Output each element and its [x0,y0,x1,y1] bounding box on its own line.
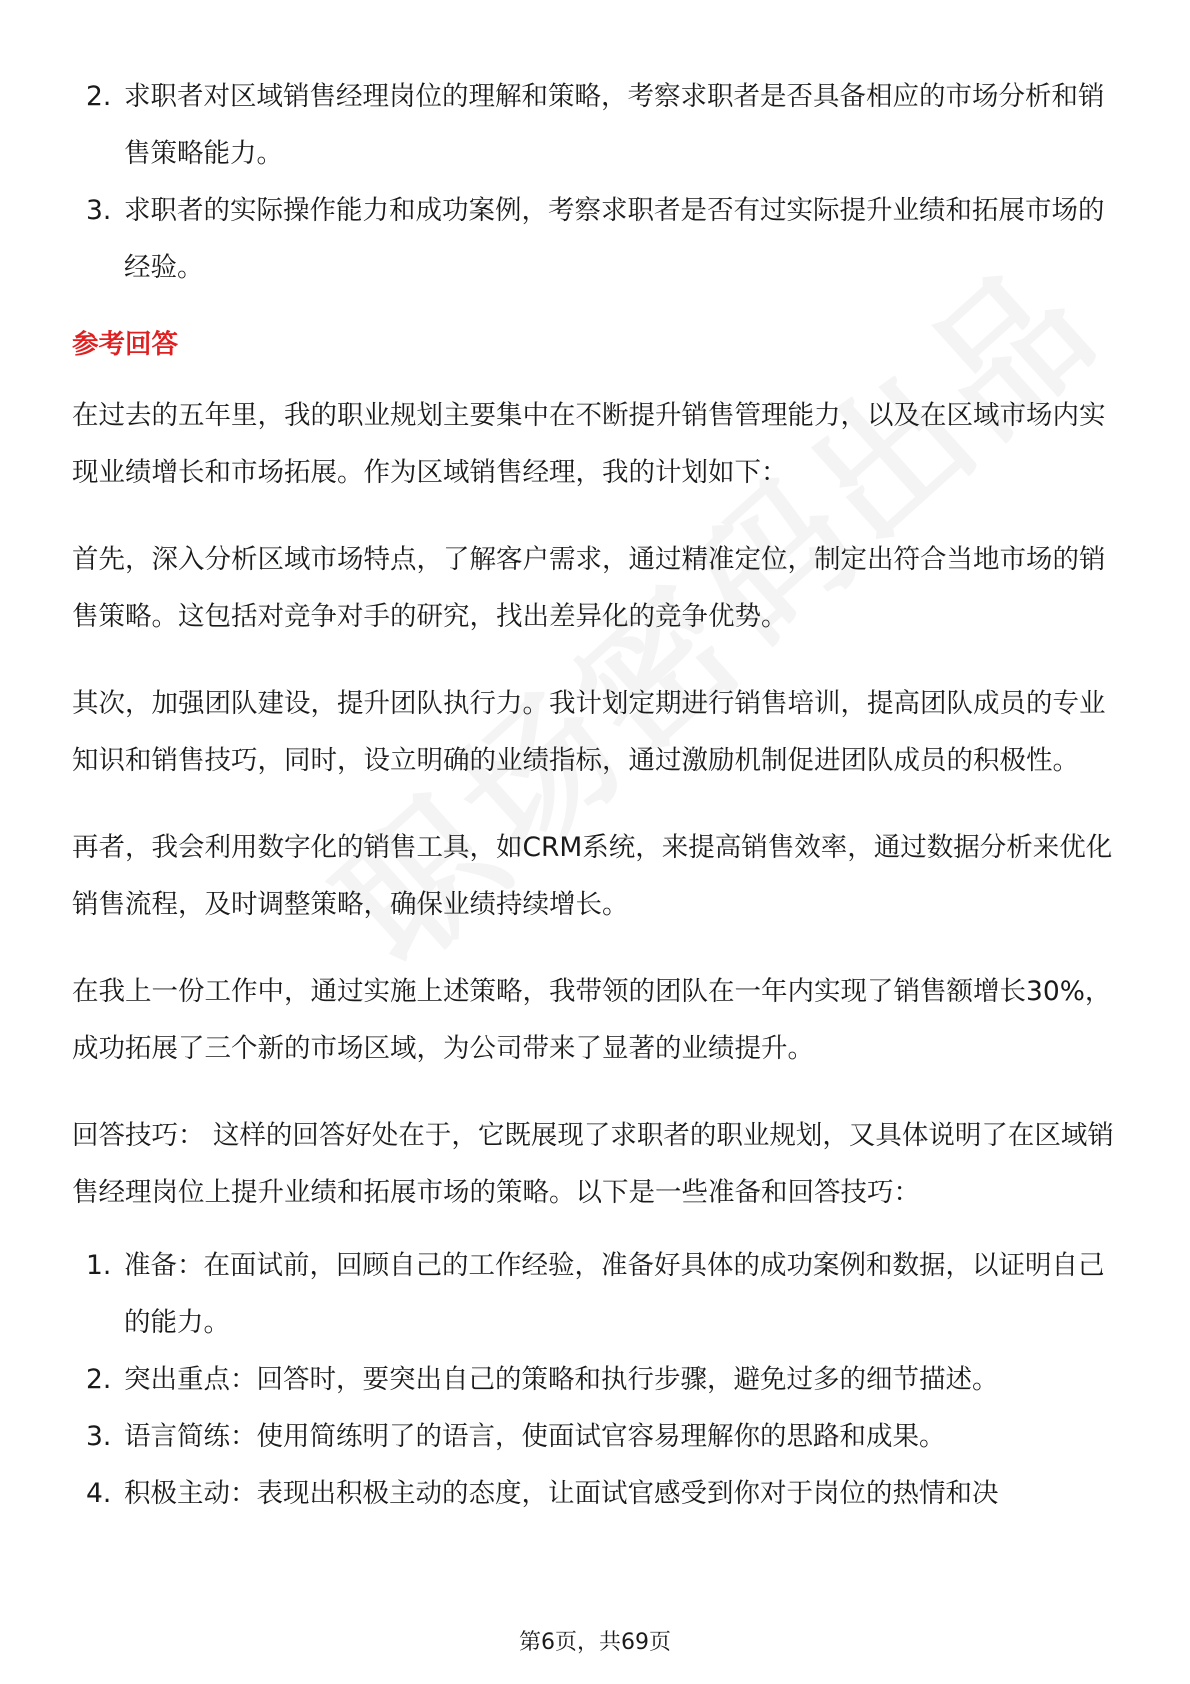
list-item [72,68,1124,182]
question-points-list [72,68,1124,296]
list-item [72,1237,1124,1351]
list-item [72,1351,1124,1408]
list-item-text: 准备：在面试前，回顾自己的工作经验，准备好具体的成功案例和数据，以证明自己的能力。 [124,1250,1105,1338]
tips-intro: 回答技巧： 这样的回答好处在于，它既展现了求职者的职业规划，又具体说明了在区域销售经理岗位上提升业绩和拓展市场的策略。以下是一些准备和回答技巧： [72,1120,1114,1208]
reference-answer-heading: 参考回答 [72,329,178,360]
list-item-number: 3. [86,1421,112,1452]
answer-paragraph: 首先，深入分析区域市场特点，了解客户需求，通过精准定位，制定出符合当地市场的销售策略。这包括对竞争对手的研究，找出差异化的竞争优势。 [72,544,1106,632]
page-content [72,68,1124,1522]
list-item-number: 1. [86,1250,112,1281]
list-item-text: 突出重点：回答时，要突出自己的策略和执行步骤，避免过多的细节描述。 [124,1364,999,1395]
list-item [72,1465,1124,1522]
list-item-text: 求职者对区域销售经理岗位的理解和策略，考察求职者是否具备相应的市场分析和销售策略能力。 [124,81,1105,169]
answer-paragraph: 其次，加强团队建设，提升团队执行力。我计划定期进行销售培训，提高团队成员的专业知识和销售技巧，同时，设立明确的业绩指标，通过激励机制促进团队成员的积极性。 [72,688,1106,776]
list-item-number: 4. [86,1478,112,1509]
list-item-number: 3. [86,195,112,226]
list-item-text: 积极主动：表现出积极主动的态度，让面试官感受到你对于岗位的热情和决 [124,1478,999,1509]
list-item-number: 2. [86,1364,112,1395]
answer-paragraph: 再者，我会利用数字化的销售工具，如CRM系统，来提高销售效率，通过数据分析来优化销售流程，及时调整策略，确保业绩持续增长。 [72,832,1113,920]
answer-paragraph: 在我上一份工作中，通过实施上述策略，我带领的团队在一年内实现了销售额增长30%，成功拓展了三个新的市场区域，为公司带来了显著的业绩提升。 [72,976,1112,1064]
answer-paragraph: 在过去的五年里，我的职业规划主要集中在不断提升销售管理能力，以及在区域市场内实现业绩增长和市场拓展。作为区域销售经理，我的计划如下： [72,400,1106,488]
page-footer: 第6页，共69页 [519,1630,671,1655]
tips-list [72,1237,1124,1522]
list-item-text: 求职者的实际操作能力和成功案例，考察求职者是否有过实际提升业绩和拓展市场的经验。 [124,195,1105,283]
list-item [72,1408,1124,1465]
list-item [72,182,1124,296]
list-item-number: 2. [86,81,112,112]
list-item-text: 语言简练：使用简练明了的语言，使面试官容易理解你的思路和成果。 [124,1421,946,1452]
